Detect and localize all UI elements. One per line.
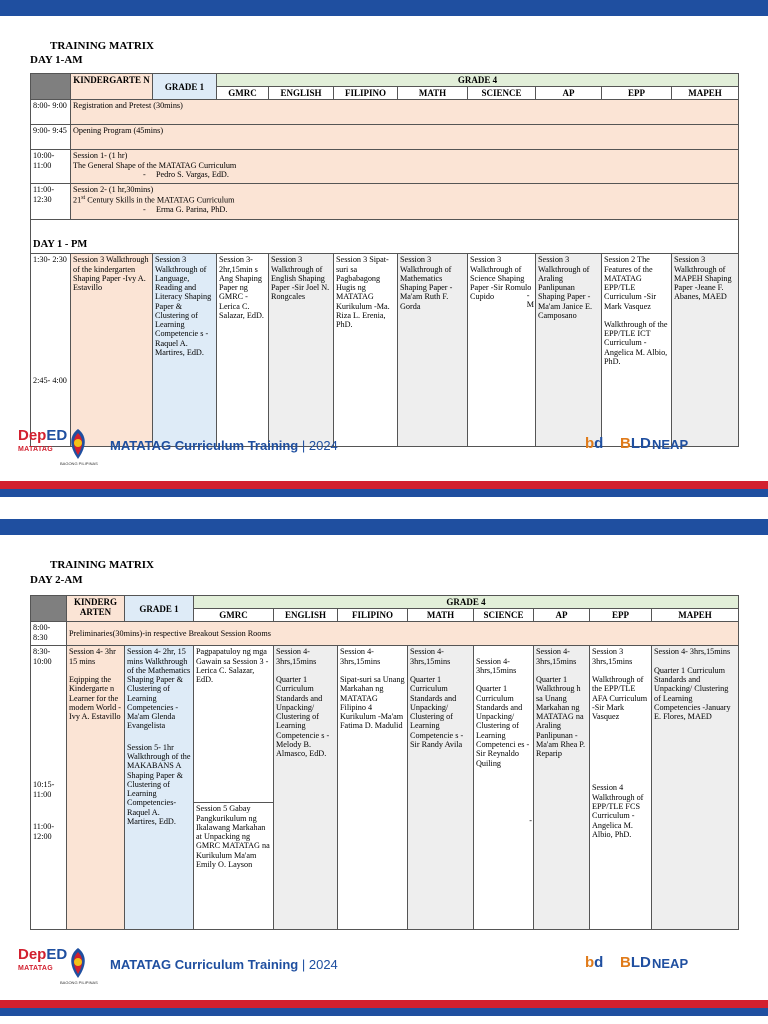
subject-science: SCIENCE <box>468 87 536 100</box>
subject-mapeh: MAPEH <box>652 609 739 622</box>
top-banner <box>0 519 768 535</box>
time-cell: 8:00- 8:30 <box>31 622 67 646</box>
session-title: Session 1- (1 hr) <box>73 151 128 161</box>
subject-gmrc: GMRC <box>194 609 274 622</box>
cell-epp-pm: Session 2 The Features of the MATATAG EPP/TLE Curriculum -Sir Mark Vasquez Walkthrough of the EPP/TLE ICT Curriculum -Angelica M. Albio, PhD. <box>602 254 672 447</box>
session-row: Preliminaries(30mins)-in respective Breakout Session Rooms <box>67 622 739 646</box>
training-table-day2 <box>30 595 739 930</box>
subject-math: MATH <box>398 87 468 100</box>
session-row <box>71 150 739 184</box>
training-table-day1 <box>30 73 739 447</box>
session-row: Opening Program (45mins) <box>71 125 739 150</box>
subject-ap: AP <box>536 87 602 100</box>
cell-mapeh-pm: Session 3 Walkthrough of MAPEH Shaping Paper -Jeane F. Abanes, MAED <box>672 254 739 447</box>
subject-english: ENGLISH <box>269 87 334 100</box>
time-cell: 11:00- 12:30 <box>31 184 71 220</box>
seal-label: BAGONG PILIPINAS <box>60 461 98 466</box>
neap-logo: NEAP <box>652 956 689 971</box>
bld-small-logo: bd <box>585 954 604 971</box>
session-row <box>71 184 739 220</box>
bottom-red-band <box>0 481 768 489</box>
time-cell: 8:30- 10:00 10:15- 11:00 11:00- 12:00 <box>31 646 67 930</box>
brand-title: MATATAG Curriculum Training | 2024 <box>110 957 338 972</box>
subject-math: MATH <box>408 609 474 622</box>
footer <box>0 940 768 1000</box>
day-label: DAY 2-AM <box>30 574 83 586</box>
cell-ap-pm: Session 3 Walkthrough of Araling Panlipunan Shaping Paper -Ma'am Janice E. Camposano <box>536 254 602 447</box>
cell-math-am: Session 4- 3hrs,15mins Quarter 1 Curriculum Standards and Unpacking/ Clustering of Learning Competencie s -Sir Randy Avila <box>408 646 474 930</box>
bottom-red-band <box>0 1000 768 1008</box>
cell-math-pm: Session 3 Walkthrough of Mathematics Shaping Paper -Ma'am Ruth F. Gorda <box>398 254 468 447</box>
cell-kinder-pm: Session 3 Walkthrough of the kindergarten Shaping Paper -Ivy A. Estavillo <box>71 254 153 447</box>
neap-logo: NEAP <box>652 437 689 452</box>
time-cell: 8:00- 9:00 <box>31 100 71 125</box>
subject-epp: EPP <box>590 609 652 622</box>
slide-gap <box>0 497 768 519</box>
cell-english-am: Session 4- 3hrs,15mins Quarter 1 Curriculum Standards and Unpacking/ Clustering of Learning Competencie s -Melody B. Almasco, EdD. <box>274 646 338 930</box>
corner-cell <box>31 74 71 100</box>
slide-day1 <box>0 0 768 497</box>
session-topic: 21st Century Skills in the MATATAG Curriculum <box>73 194 235 205</box>
bld-small-logo: bd <box>585 435 604 452</box>
cell-grade1-am: Session 4- 2hr, 15 mins Walkthrough of the Mathematics Shaping Paper & Clustering of Learning Competencies -Ma'am Glenda Evangelista Session 5- 1hr Walkthrough of the MAKABANS A Shaping Paper & Clustering of Learning Competencies- Raquel A. Martires, EdD. <box>125 646 194 930</box>
cell-science-pm: Session 3 Walkthrough of Science Shaping Paper -Sir Romulo Cupido - M <box>468 254 536 447</box>
footer <box>0 421 768 481</box>
matrix-title: TRAINING MATRIX <box>50 559 154 571</box>
cell-science-am: Session 4- 3hrs,15mins Quarter 1 Curriculum Standards and Unpacking/ Clustering of Learning Competenci es -Sir Reynaldo Quiling - <box>474 646 534 930</box>
day-label: DAY 1-AM <box>30 54 83 66</box>
session-topic: The General Shape of the MATATAG Curriculum <box>73 160 237 170</box>
cell-kinder-am: Session 4- 3hr 15 mins Eqipping the Kindergarte n Learner for the modern World -Ivy A. Estavillo <box>67 646 125 930</box>
subject-english: ENGLISH <box>274 609 338 622</box>
bld-logo: BLD <box>620 954 651 971</box>
cell-filipino-pm: Session 3 Sipat-suri sa Pagbabagong Hugis ng MATATAG Kurikulum -Ma. Riza L. Erenia, PhD. <box>334 254 398 447</box>
cell-ap-am: Session 4- 3hrs,15mins Quarter 1 Walkthroug h sa Unang Markahan ng MATATAG na Araling Panlipunan -Ma'am Rhea P. Reparip <box>534 646 590 930</box>
bottom-blue-band <box>0 1008 768 1016</box>
cell-filipino-am: Session 4- 3hrs,15mins Sipat-suri sa Unang Markahan ng MATATAG Filipino 4 Kurikulum -Ma'am Fatima D. Madulid <box>338 646 408 930</box>
cell-gmrc-pm: Session 3- 2hr,15min s Ang Shaping Paper ng GMRC -Lerica C. Salazar, EdD. <box>217 254 269 447</box>
subject-ap: AP <box>534 609 590 622</box>
subject-science: SCIENCE <box>474 609 534 622</box>
cell-mapeh-am: Session 4- 3hrs,15mins Quarter 1 Curriculum Standards and Unpacking/ Clustering of Learning Competencies -January E. Flores, MAED <box>652 646 739 930</box>
subject-mapeh: MAPEH <box>672 87 739 100</box>
matrix-title: TRAINING MATRIX <box>50 40 154 52</box>
brand-title: MATATAG Curriculum Training | 2024 <box>110 438 338 453</box>
bld-logo: BLD <box>620 435 651 452</box>
deped-logo: DepED MATATAG <box>18 427 68 453</box>
deped-logo: DepED MATATAG <box>18 946 68 972</box>
time-cell: 1:30- 2:30 2:45- 4:00 <box>31 254 71 447</box>
header-grade1: GRADE 1 <box>125 596 194 622</box>
session-speaker: - Erma G. Parina, PhD. <box>143 204 228 214</box>
time-cell: 9:00- 9:45 <box>31 125 71 150</box>
header-kindergarten: KINDERG ARTEN <box>67 596 125 622</box>
session-title: Session 2- (1 hr,30mins) <box>73 185 154 195</box>
bagong-pilipinas-seal-icon <box>66 946 90 980</box>
top-banner <box>0 0 768 16</box>
bottom-blue-band <box>0 489 768 497</box>
pm-label: DAY 1 - PM <box>31 220 739 254</box>
subject-gmrc: GMRC <box>217 87 269 100</box>
subject-filipino: FILIPINO <box>334 87 398 100</box>
slide-day2 <box>0 519 768 1016</box>
cell-gmrc-am: Pagpapatuloy ng mga Gawain sa Session 3 -Lerica C. Salazar, EdD. Session 5 Gabay Pangkurikulum ng Ikalawang Markahan at Unpacking ng GMRC MATATAG na Kurikulum Ma'am Emily O. Layson <box>194 646 274 930</box>
cell-english-pm: Session 3 Walkthrough of English Shaping Paper -Sir Joel N. Rongcales <box>269 254 334 447</box>
bagong-pilipinas-seal-icon <box>66 427 90 461</box>
cell-epp-am: Session 3 3hrs,15mins Walkthrough of the EPP/TLE AFA Curriculum -Sir Mark Vasquez Session 4 Walkthrough of EPP/TLE FCS Curriculum -Angelica M. Albio, PhD. <box>590 646 652 930</box>
header-kindergarten: KINDERGARTE N <box>71 74 153 100</box>
cell-grade1-pm: Session 3 Walkthrough of Language, Reading and Literacy Shaping Paper & Clustering of Learning Competencie s -Raquel A. Martires, EdD. <box>153 254 217 447</box>
subject-filipino: FILIPINO <box>338 609 408 622</box>
session-speaker: - Pedro S. Vargas, EdD. <box>143 169 229 179</box>
session-row: Registration and Pretest (30mins) <box>71 100 739 125</box>
header-grade4: GRADE 4 <box>217 74 739 87</box>
header-grade4: GRADE 4 <box>194 596 739 609</box>
corner-cell <box>31 596 67 622</box>
time-cell: 10:00- 11:00 <box>31 150 71 184</box>
seal-label: BAGONG PILIPINAS <box>60 980 98 985</box>
subject-epp: EPP <box>602 87 672 100</box>
header-grade1: GRADE 1 <box>153 74 217 100</box>
